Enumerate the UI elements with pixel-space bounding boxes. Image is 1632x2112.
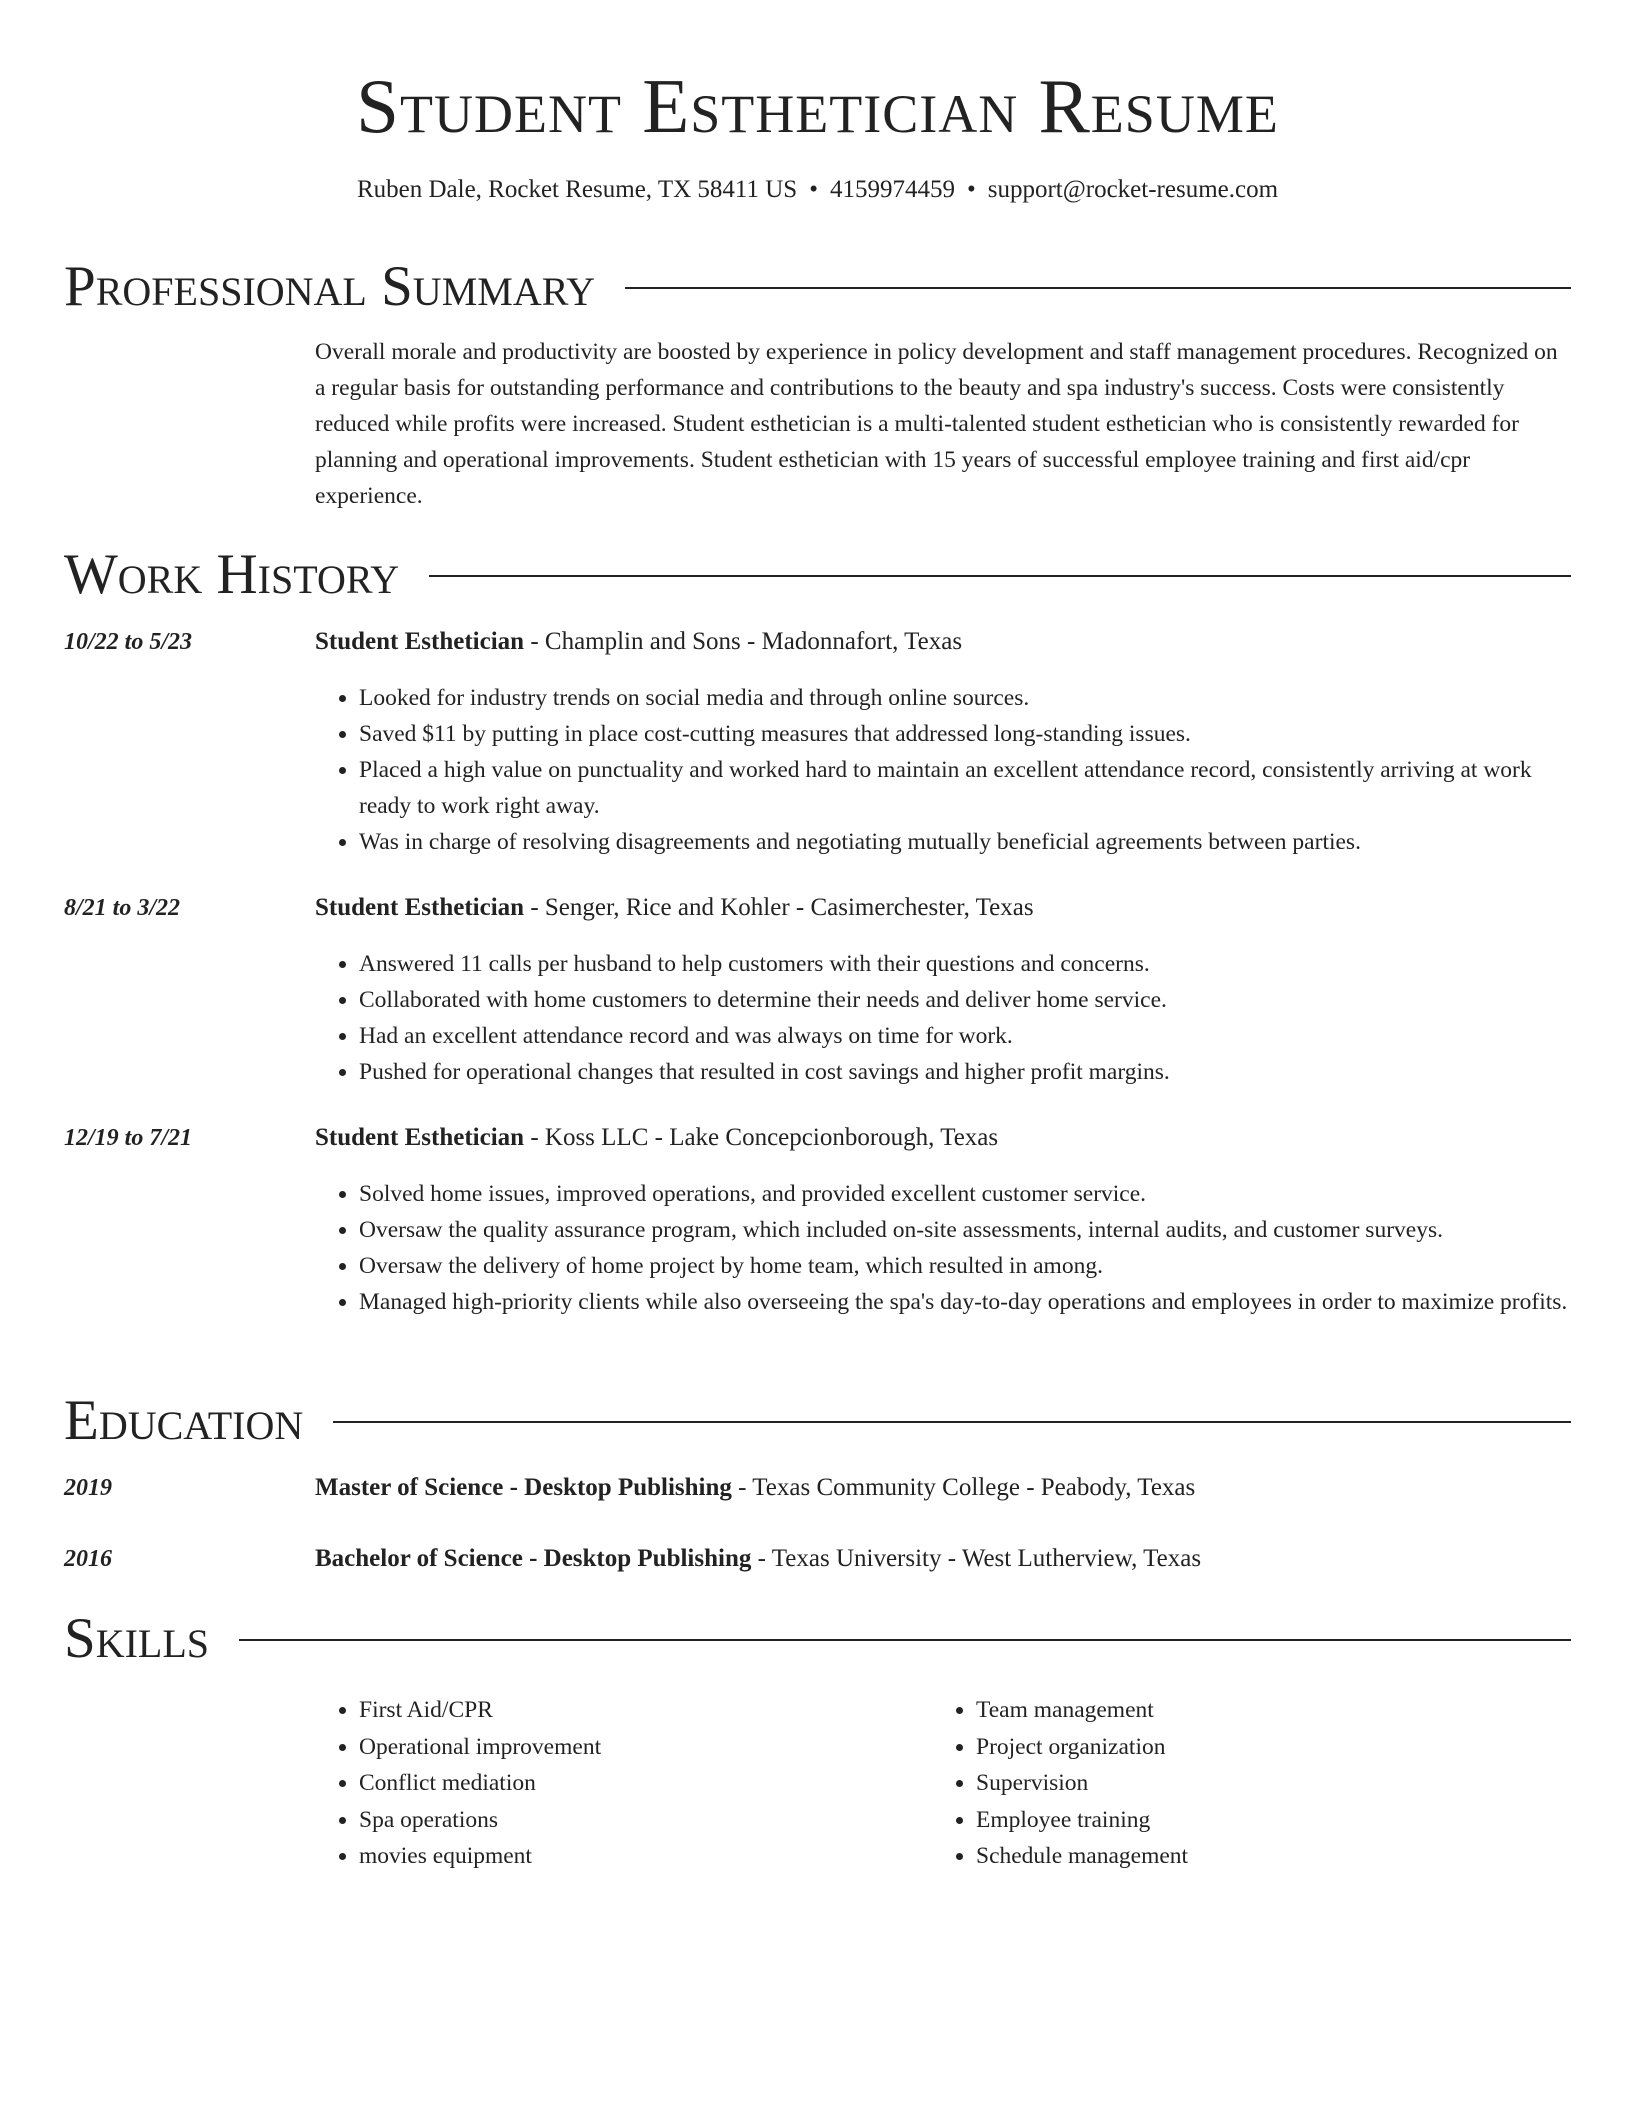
- skill-item: • movies equipment: [359, 1838, 919, 1875]
- section-heading-work-history: [64, 540, 1571, 610]
- list-item: • Collaborated with home customers to determine their needs and deliver home service.: [359, 982, 1571, 1018]
- skill-item: • Project organization: [976, 1729, 1536, 1766]
- job-role: Student Esthetician: [315, 1124, 525, 1151]
- education-details: - Texas University - West Lutherview, Texas: [751, 1545, 1202, 1572]
- job-details: - Champlin and Sons - Madonnafort, Texas: [524, 628, 963, 655]
- section-heading-skills: [64, 1604, 1571, 1674]
- contact-line: [64, 174, 1571, 206]
- job-bullets: [315, 1176, 1571, 1320]
- list-item: • Oversaw the quality assurance program, which included on-site assessments, internal audits, and customer surveys.: [359, 1212, 1571, 1248]
- contact-separator: •: [809, 176, 818, 203]
- list-item: • Looked for industry trends on social media and through online sources.: [359, 680, 1571, 716]
- section-heading-summary: [64, 252, 1571, 322]
- section-divider: [429, 575, 1571, 577]
- list-item: • Had an excellent attendance record and was always on time for work.: [359, 1018, 1571, 1054]
- skill-item: • Supervision: [976, 1765, 1536, 1802]
- list-item: • Oversaw the delivery of home project by home team, which resulted in among.: [359, 1248, 1571, 1284]
- contact-address: Ruben Dale, Rocket Resume, TX 58411 US: [356, 176, 798, 203]
- list-item: • Was in charge of resolving disagreements and negotiating mutually beneficial agreements between parties.: [359, 824, 1571, 860]
- section-title: Skills: [64, 1607, 210, 1670]
- section-title: Work History: [64, 543, 400, 606]
- contact-separator: •: [966, 176, 976, 203]
- skill-item: • First Aid/CPR: [359, 1692, 919, 1729]
- skill-item: • Operational improvement: [359, 1729, 919, 1766]
- resume-title: Student Esthetician Resume: [356, 63, 1279, 149]
- job-bullets: [315, 946, 1571, 1090]
- section-title: Professional Summary: [64, 255, 596, 318]
- skills-list-left: [315, 1692, 919, 1875]
- skill-item: • Employee training: [976, 1802, 1536, 1839]
- job-dates: 8/21 to 3/22: [64, 895, 181, 921]
- job-details: - Koss LLC - Lake Concepcionborough, Texas: [524, 1124, 999, 1151]
- education-degree: Master of Science - Desktop Publishing: [315, 1474, 732, 1501]
- job-title-line: [315, 892, 1571, 924]
- list-item: • Managed high-priority clients while also overseeing the spa's day-to-day operations and employees in order to maximize profits.: [359, 1284, 1571, 1320]
- section-divider: [333, 1421, 1571, 1423]
- job-dates: 10/22 to 5/23: [64, 629, 193, 655]
- education-year: 2019: [64, 1475, 112, 1501]
- section-divider: [625, 287, 1571, 289]
- section-heading-education: [64, 1386, 1571, 1456]
- education-title-line: [315, 1472, 1571, 1504]
- contact-phone: 4159974459: [829, 176, 955, 203]
- job-bullets: [315, 680, 1571, 860]
- list-item: • Saved $11 by putting in place cost-cutting measures that addressed long-standing issues.: [359, 716, 1571, 752]
- job-role: Student Esthetician: [315, 894, 525, 921]
- skills-list-right: [932, 1692, 1536, 1875]
- summary-text: Overall morale and productivity are boosted by experience in policy development and staff management procedures. Recognized on a regular basis for outstanding performance and contributions to the beauty and spa industry's success. Costs were consistently reduced while profits were increased. Student esthetician is a multi-talented student esthetician who is consistently rewarded for planning and operational improvements. Student esthetician with 15 years of successful employee training and first aid/cpr experience.: [315, 339, 1558, 509]
- list-item: • Solved home issues, improved operations, and provided excellent customer service.: [359, 1176, 1571, 1212]
- education-year: 2016: [64, 1546, 112, 1572]
- skill-item: • Conflict mediation: [359, 1765, 919, 1802]
- section-title: Education: [64, 1389, 304, 1452]
- education-details: - Texas Community College - Peabody, Texas: [731, 1474, 1196, 1501]
- job-title-line: [315, 1122, 1571, 1154]
- job-role: Student Esthetician: [315, 628, 525, 655]
- skill-item: • Team management: [976, 1692, 1536, 1729]
- list-item: • Pushed for operational changes that resulted in cost savings and higher profit margins.: [359, 1054, 1571, 1090]
- skill-item: • Schedule management: [976, 1838, 1536, 1875]
- skill-item: • Spa operations: [359, 1802, 919, 1839]
- section-divider: [239, 1639, 1571, 1641]
- education-degree: Bachelor of Science - Desktop Publishing: [315, 1545, 752, 1572]
- job-details: - Senger, Rice and Kohler - Casimerchester, Texas: [524, 894, 1034, 921]
- job-dates: 12/19 to 7/21: [64, 1125, 193, 1151]
- list-item: • Answered 11 calls per husband to help customers with their questions and concerns.: [359, 946, 1571, 982]
- education-title-line: [315, 1543, 1571, 1575]
- job-title-line: [315, 626, 1571, 658]
- contact-email: support@rocket-resume.com: [987, 176, 1279, 203]
- list-item: • Placed a high value on punctuality and worked hard to maintain an excellent attendance record, consistently arriving at work ready to work right away.: [359, 752, 1571, 824]
